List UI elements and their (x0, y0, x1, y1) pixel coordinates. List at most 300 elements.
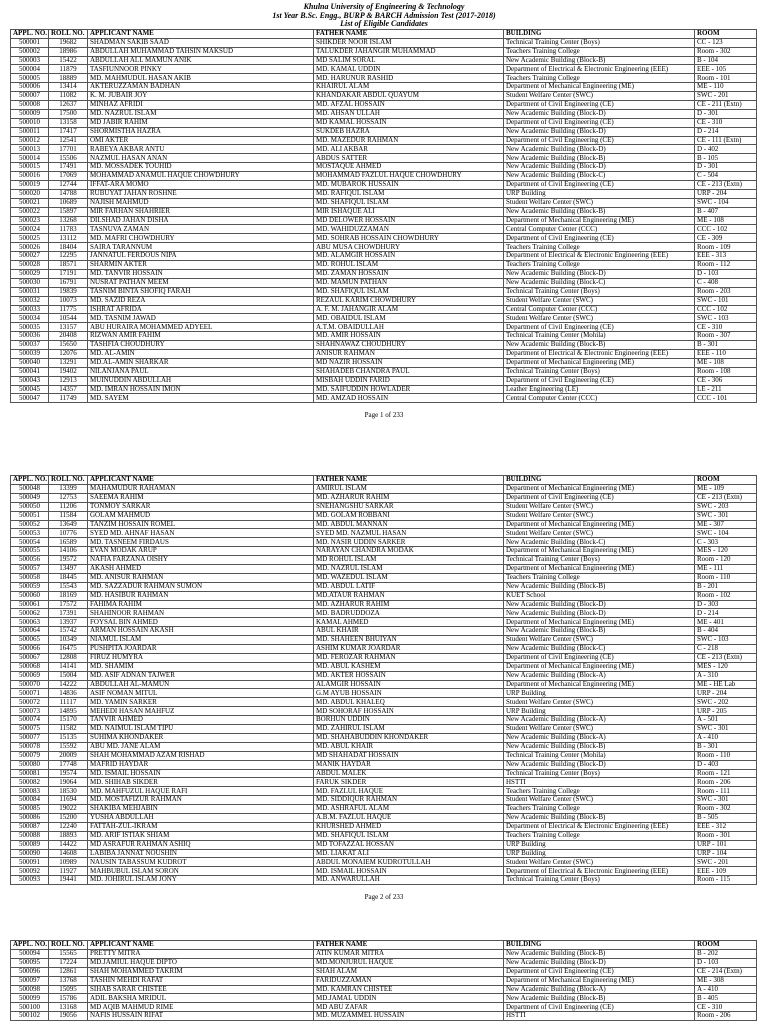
cell-room: CCC - 102 (695, 225, 757, 234)
cell-applicant-name: YUSHA ABDULLAH (88, 813, 314, 822)
cell-room: SWC - 202 (695, 698, 757, 707)
table-row (11, 565, 757, 574)
list-title: List of Eligible Candidates (340, 19, 428, 29)
cell-father-name: ABU MUSA CHOWDHURY (314, 243, 504, 252)
cell-father-name: MD. ABUL KASHEM (314, 662, 504, 671)
cell-appl-no: 500020 (11, 189, 49, 198)
cell-roll-no: 10349 (49, 636, 88, 645)
cell-father-name: MD. AFZAL HOSSAIN (314, 101, 504, 110)
cell-father-name: SHAH ALAM (314, 967, 504, 976)
cell-room: Room - 108 (695, 367, 757, 376)
column-header-roll-no: ROLL NO. (49, 476, 88, 485)
cell-room: D - 303 (695, 600, 757, 609)
cell-room: Room - 111 (695, 787, 757, 796)
cell-building: Teachers Training College (504, 74, 695, 83)
cell-father-name: MD. ALAMGIR HOSSAIN (314, 252, 504, 261)
cell-appl-no: 500090 (11, 849, 49, 858)
cell-building: Central Computer Center (CCC) (504, 305, 695, 314)
cell-roll-no: 11879 (49, 65, 88, 74)
cell-appl-no: 500093 (11, 876, 49, 885)
cell-building: Department of Civil Engineering (CE) (504, 376, 695, 385)
cell-building: New Academic Building (Block-D) (504, 600, 695, 609)
cell-father-name: AMIRUL ISLAM (314, 485, 504, 494)
table-row (11, 341, 757, 350)
cell-appl-no: 500027 (11, 252, 49, 261)
cell-room: B - 505 (695, 813, 757, 822)
cell-room: EEE - 313 (695, 252, 757, 261)
table-row (11, 591, 757, 600)
cell-building: Department of Civil Engineering (CE) (504, 136, 695, 145)
column-header-father-name: FATHER NAME (314, 476, 504, 485)
cell-building: HSTTI (504, 1012, 695, 1021)
cell-father-name: MD SALIM SORAL (314, 56, 504, 65)
cell-building: Department of Electrical & Electronic Engineering (EEE) (504, 867, 695, 876)
cell-roll-no: 18169 (49, 591, 88, 600)
cell-appl-no: 500033 (11, 305, 49, 314)
cell-applicant-name: MEHEDI HASAN MAHFUZ (88, 707, 314, 716)
table-header-row (11, 476, 757, 485)
cell-appl-no: 500043 (11, 376, 49, 385)
cell-building: Technical Training Center (Boys) (504, 367, 695, 376)
cell-roll-no: 19022 (49, 805, 88, 814)
cell-appl-no: 500025 (11, 234, 49, 243)
cell-applicant-name: MUINUDDIN ABDULLAH (88, 376, 314, 385)
cell-building: New Academic Building (Block-D) (504, 127, 695, 136)
cell-roll-no: 18530 (49, 787, 88, 796)
cell-father-name: ABDUL MONAIEM KUDROTULLAH (314, 858, 504, 867)
cell-father-name: TALUKDER JAHANGIR MUHAMMAD (314, 47, 504, 56)
cell-building: Teachers Training College (504, 47, 695, 56)
table-row (11, 529, 757, 538)
cell-father-name: KAMAL AHMED (314, 618, 504, 627)
cell-building: Department of Civil Engineering (CE) (504, 101, 695, 110)
page-3 (0, 940, 768, 1021)
cell-building: Department of Mechanical Engineering (ME) (504, 662, 695, 671)
cell-father-name: MISBAH UDDIN FARID (314, 376, 504, 385)
cell-roll-no: 11117 (49, 698, 88, 707)
cell-father-name: MANIK HAYDAR (314, 760, 504, 769)
cell-building: Technical Training Center (Boys) (504, 287, 695, 296)
cell-father-name: MD SOHORAF HOSSAIN (314, 707, 504, 716)
cell-room: CCC - 101 (695, 394, 757, 403)
cell-applicant-name: TANVIR AHMED (88, 716, 314, 725)
table-row (11, 511, 757, 520)
cell-room: D - 301 (695, 109, 757, 118)
table-row (11, 876, 757, 885)
cell-applicant-name: PUSHPITA JOARDAR (88, 645, 314, 654)
cell-applicant-name: NAZMUL HASAN ANAN (88, 154, 314, 163)
table-row (11, 118, 757, 127)
cell-roll-no: 14141 (49, 662, 88, 671)
cell-roll-no: 11694 (49, 796, 88, 805)
cell-applicant-name: TANZIM HOSSAIN ROMEL (88, 520, 314, 529)
cell-applicant-name: MD. SAYEM (88, 394, 314, 403)
cell-applicant-name: RUBUYAT JAHAN ROSHNE (88, 189, 314, 198)
cell-applicant-name: ASIF NOMAN MITUL (88, 689, 314, 698)
table-row (11, 662, 757, 671)
cell-father-name: MD. HARUNUR RASHID (314, 74, 504, 83)
cell-applicant-name: FOYSAL BIN AHMED (88, 618, 314, 627)
cell-father-name: MD. AMZAD HOSSAIN (314, 394, 504, 403)
cell-room: SWC - 301 (695, 511, 757, 520)
table-row (11, 101, 757, 110)
cell-building: Student Welfare Center (SWC) (504, 314, 695, 323)
cell-roll-no: 13112 (49, 234, 88, 243)
cell-father-name: MD SHAHADAT HOSSAIN (314, 751, 504, 760)
table-row (11, 83, 757, 92)
cell-room: Room - 112 (695, 261, 757, 270)
cell-roll-no: 15742 (49, 627, 88, 636)
cell-applicant-name: NAFIA FARZANA OISHY (88, 556, 314, 565)
cell-roll-no: 11783 (49, 225, 88, 234)
cell-applicant-name: TASNIM BINTA SHOFIQ FARAH (88, 287, 314, 296)
cell-father-name: SUKDEB HAZRA (314, 127, 504, 136)
table-row (11, 822, 757, 831)
cell-applicant-name: MIR FARHAN SHAHRIER (88, 207, 314, 216)
cell-roll-no: 12637 (49, 101, 88, 110)
cell-appl-no: 500073 (11, 707, 49, 716)
cell-roll-no: 17391 (49, 609, 88, 618)
table-row (11, 314, 757, 323)
cell-roll-no: 11582 (49, 725, 88, 734)
cell-appl-no: 500055 (11, 547, 49, 556)
cell-father-name: A.B.M. FAZLUL HAQUE (314, 813, 504, 822)
cell-applicant-name: MAHBUBUL ISLAM SORON (88, 867, 314, 876)
cell-room: CE - 310 (695, 118, 757, 127)
cell-building: Technical Training Center (Boys) (504, 769, 695, 778)
cell-father-name: MD. SHAHEEN BHUIYAN (314, 636, 504, 645)
cell-applicant-name: ABU MD. JANE ALAM (88, 742, 314, 751)
cell-applicant-name: MINHAZ AFRIDI (88, 101, 314, 110)
cell-father-name: G.M AYUB HOSSAIN (314, 689, 504, 698)
table-row (11, 950, 757, 959)
cell-building: Department of Civil Engineering (CE) (504, 234, 695, 243)
cell-appl-no: 500081 (11, 769, 49, 778)
cell-building: Teachers Training College (504, 261, 695, 270)
table-row (11, 74, 757, 83)
table-row (11, 671, 757, 680)
table-row (11, 385, 757, 394)
cell-applicant-name: ABDULLAH ALL MAMUN ANIK (88, 56, 314, 65)
cell-appl-no: 500035 (11, 323, 49, 332)
cell-building: Department of Civil Engineering (CE) (504, 181, 695, 190)
cell-roll-no: 17748 (49, 760, 88, 769)
cell-building: Student Welfare Center (SWC) (504, 502, 695, 511)
cell-room: D - 103 (695, 958, 757, 967)
table-row (11, 145, 757, 154)
cell-building: New Academic Building (Block-B) (504, 154, 695, 163)
cell-room: D - 103 (695, 269, 757, 278)
cell-room: URP - 204 (695, 689, 757, 698)
cell-applicant-name: IFFAT-ARA MOMO (88, 181, 314, 190)
cell-building: New Academic Building (Block-A) (504, 985, 695, 994)
cell-room: Room - 110 (695, 573, 757, 582)
cell-room: Room - 302 (695, 805, 757, 814)
cell-father-name: MD. AZHARUR RAHIM (314, 493, 504, 502)
cell-room: CCC - 102 (695, 305, 757, 314)
cell-appl-no: 500024 (11, 225, 49, 234)
cell-roll-no: 19441 (49, 876, 88, 885)
cell-building: Student Welfare Center (SWC) (504, 92, 695, 101)
cell-father-name: MD. AKTER HOSSAIN (314, 671, 504, 680)
cell-room: Room - 302 (695, 47, 757, 56)
table-row (11, 181, 757, 190)
candidate-table (10, 29, 757, 404)
cell-roll-no: 19574 (49, 769, 88, 778)
cell-roll-no: 12861 (49, 967, 88, 976)
cell-appl-no: 500010 (11, 118, 49, 127)
cell-room: B - 301 (695, 742, 757, 751)
cell-applicant-name: SHARMIN AKTER (88, 261, 314, 270)
cell-roll-no: 15004 (49, 671, 88, 680)
table-row (11, 485, 757, 494)
cell-building: URP Building (504, 707, 695, 716)
cell-father-name: MD TOFAZZAL HOSSAN (314, 840, 504, 849)
cell-room: SWC - 101 (695, 296, 757, 305)
cell-building: Student Welfare Center (SWC) (504, 858, 695, 867)
table-row (11, 323, 757, 332)
cell-father-name: ATIN KUMAR MITRA (314, 950, 504, 959)
cell-appl-no: 500079 (11, 751, 49, 760)
cell-room: ME - 308 (695, 976, 757, 985)
cell-appl-no: 500074 (11, 716, 49, 725)
cell-applicant-name: MD. MAHFUZUL HAQUE RAFI (88, 787, 314, 796)
cell-father-name: MOSTAQUE AHMED (314, 163, 504, 172)
cell-father-name: MD. ABDUL MANNAN (314, 520, 504, 529)
table-row (11, 332, 757, 341)
cell-applicant-name: RABEYA AKBAR ANTU (88, 145, 314, 154)
cell-building: Department of Mechanical Engineering (ME) (504, 565, 695, 574)
cell-father-name: MD. LIAKAT ALI (314, 849, 504, 858)
cell-appl-no: 500041 (11, 367, 49, 376)
cell-roll-no: 10989 (49, 858, 88, 867)
cell-roll-no: 11584 (49, 511, 88, 520)
cell-appl-no: 500004 (11, 65, 49, 74)
cell-room: Room - 102 (695, 591, 757, 600)
cell-building: Department of Electrical & Electronic Engineering (EEE) (504, 65, 695, 74)
cell-roll-no: 15170 (49, 716, 88, 725)
cell-father-name: MOHAMMAD FAZLUL HAQUE CHOWDHURY (314, 172, 504, 181)
cell-applicant-name: AKASH AHMED (88, 565, 314, 574)
cell-room: D - 214 (695, 609, 757, 618)
cell-building: Department of Civil Engineering (CE) (504, 323, 695, 332)
cell-building: URP Building (504, 840, 695, 849)
cell-building: Student Welfare Center (SWC) (504, 636, 695, 645)
cell-father-name: ABUL KHAIR (314, 627, 504, 636)
table-row (11, 707, 757, 716)
cell-building: New Academic Building (Block-A) (504, 671, 695, 680)
cell-roll-no: 14106 (49, 547, 88, 556)
cell-room: CE - 213 (Extn) (695, 181, 757, 190)
cell-room: Room - 115 (695, 876, 757, 885)
cell-roll-no: 13414 (49, 83, 88, 92)
cell-appl-no: 500052 (11, 520, 49, 529)
table-row (11, 349, 757, 358)
cell-roll-no: 15897 (49, 207, 88, 216)
table-row (11, 867, 757, 876)
cell-building: New Academic Building (Block-B) (504, 207, 695, 216)
cell-roll-no: 13497 (49, 565, 88, 574)
cell-appl-no: 500015 (11, 163, 49, 172)
cell-room: CE - 214 (Extn) (695, 967, 757, 976)
cell-building: Leather Engineering (LE) (504, 385, 695, 394)
cell-room: EEE - 110 (695, 349, 757, 358)
cell-father-name: MD. NASIR UDDIN SARKER (314, 538, 504, 547)
cell-building: New Academic Building (Block-A) (504, 716, 695, 725)
cell-appl-no: 500095 (11, 958, 49, 967)
cell-father-name: ASHIM KUMAR JOARDAR (314, 645, 504, 654)
cell-room: B - 407 (695, 207, 757, 216)
cell-appl-no: 500053 (11, 529, 49, 538)
column-header-appl-no: APPL. NO. (11, 476, 49, 485)
cell-roll-no: 15650 (49, 341, 88, 350)
cell-room: MES - 120 (695, 662, 757, 671)
cell-roll-no: 19572 (49, 556, 88, 565)
cell-father-name: BORHUN UDDIN (314, 716, 504, 725)
cell-room: A - 410 (695, 733, 757, 742)
cell-roll-no: 15543 (49, 582, 88, 591)
cell-building: Student Welfare Center (SWC) (504, 698, 695, 707)
cell-applicant-name: SHAH MOHAMMAD AZAM RISHAD (88, 751, 314, 760)
table-row (11, 243, 757, 252)
column-header-father-name: FATHER NAME (314, 941, 504, 950)
cell-roll-no: 13158 (49, 118, 88, 127)
table-row (11, 261, 757, 270)
cell-building: New Academic Building (Block-A) (504, 733, 695, 742)
cell-appl-no: 500070 (11, 680, 49, 689)
exam-title: 1st Year B.Sc. Engg., BURP & BARCH Admission Test (2017-2018) (272, 10, 496, 20)
table-row (11, 858, 757, 867)
table-row (11, 627, 757, 636)
cell-appl-no: 500062 (11, 609, 49, 618)
cell-room: URP - 204 (695, 189, 757, 198)
column-header-room: ROOM (695, 941, 757, 950)
cell-roll-no: 14222 (49, 680, 88, 689)
cell-building: Department of Electrical & Electronic Engineering (EEE) (504, 822, 695, 831)
cell-room: SWC - 203 (695, 502, 757, 511)
cell-building: Student Welfare Center (SWC) (504, 529, 695, 538)
cell-applicant-name: MD. ISMAIL HOSSAIN (88, 769, 314, 778)
cell-building: Department of Mechanical Engineering (ME) (504, 520, 695, 529)
cell-applicant-name: ABDULLAH MUHAMMAD TAHSIN MAKSUD (88, 47, 314, 56)
cell-room: ME - 307 (695, 520, 757, 529)
cell-appl-no: 500036 (11, 332, 49, 341)
cell-room: SWC - 201 (695, 858, 757, 867)
cell-father-name: KHANDAKAR ABDUL QUAYUM (314, 92, 504, 101)
cell-building: Department of Civil Engineering (CE) (504, 967, 695, 976)
cell-father-name: MD. ANWARULLAH (314, 876, 504, 885)
cell-appl-no: 500037 (11, 341, 49, 350)
cell-applicant-name: SHORMISTHA HAZRA (88, 127, 314, 136)
cell-father-name: MD. ASHRAFUL ALAM (314, 805, 504, 814)
cell-appl-no: 500029 (11, 269, 49, 278)
cell-appl-no: 500069 (11, 671, 49, 680)
cell-applicant-name: MD. NAIMUL ISLAM TIPU (88, 725, 314, 734)
cell-roll-no: 16475 (49, 645, 88, 654)
cell-room: Room - 121 (695, 769, 757, 778)
cell-roll-no: 17491 (49, 163, 88, 172)
cell-roll-no: 10776 (49, 529, 88, 538)
cell-room: B - 201 (695, 582, 757, 591)
cell-appl-no: 500014 (11, 154, 49, 163)
cell-appl-no: 500030 (11, 278, 49, 287)
table-row (11, 56, 757, 65)
cell-applicant-name: SHAHINOOR RAHMAN (88, 609, 314, 618)
cell-room: B - 301 (695, 341, 757, 350)
table-row (11, 216, 757, 225)
cell-appl-no: 500063 (11, 618, 49, 627)
table-row (11, 376, 757, 385)
cell-room: B - 404 (695, 627, 757, 636)
cell-building: New Academic Building (Block-B) (504, 742, 695, 751)
cell-father-name: A. F. M. JAHANGIR ALAM (314, 305, 504, 314)
cell-father-name: MD. NAZRUL ISLAM (314, 565, 504, 574)
cell-father-name: MD. KAMAL UDDIN (314, 65, 504, 74)
cell-appl-no: 500086 (11, 813, 49, 822)
column-header-applicant-name: APPLICANT NAME (88, 941, 314, 950)
cell-room: ME - 401 (695, 618, 757, 627)
table-row (11, 367, 757, 376)
cell-applicant-name: MD AQIB MAHMUD RIME (88, 1003, 314, 1012)
table-row (11, 680, 757, 689)
column-header-applicant-name: APPLICANT NAME (88, 29, 314, 38)
table-row (11, 252, 757, 261)
cell-appl-no: 500075 (11, 725, 49, 734)
table-row (11, 645, 757, 654)
table-row (11, 725, 757, 734)
table-row (11, 269, 757, 278)
page-1 (0, 3, 768, 419)
cell-room: CE - 213 (Extn) (695, 653, 757, 662)
cell-building: New Academic Building (Block-D) (504, 958, 695, 967)
cell-roll-no: 13268 (49, 216, 88, 225)
cell-appl-no: 500085 (11, 805, 49, 814)
cell-roll-no: 17500 (49, 109, 88, 118)
cell-appl-no: 500072 (11, 698, 49, 707)
cell-appl-no: 500016 (11, 172, 49, 181)
cell-building: URP Building (504, 689, 695, 698)
cell-applicant-name: MD. HASIBUR RAHMAN (88, 591, 314, 600)
page-footer: Page 1 of 233 (364, 411, 404, 420)
cell-father-name: MD KAMAL HOSSAIN (314, 118, 504, 127)
table-row (11, 733, 757, 742)
cell-father-name: MD. SHAFIQUL ISLAM (314, 287, 504, 296)
cell-applicant-name: MD ASRAFUR RAHMAN ASHIQ (88, 840, 314, 849)
cell-applicant-name: MD. SAZID REZA (88, 296, 314, 305)
cell-room: MES - 120 (695, 547, 757, 556)
table-row (11, 751, 757, 760)
cell-father-name: MD. AHSAN ULLAH (314, 109, 504, 118)
cell-building: Department of Civil Engineering (CE) (504, 1003, 695, 1012)
cell-room: URP - 104 (695, 849, 757, 858)
cell-roll-no: 17191 (49, 269, 88, 278)
cell-building: Central Computer Center (CCC) (504, 225, 695, 234)
cell-father-name: MD. SHAFIQUL ISLAM (314, 198, 504, 207)
table-header-row (11, 941, 757, 950)
cell-roll-no: 19402 (49, 367, 88, 376)
page-footer: Page 2 of 233 (364, 893, 404, 902)
cell-room: Room - 109 (695, 243, 757, 252)
cell-appl-no: 500003 (11, 56, 49, 65)
cell-father-name: MD. ZAMAN HOSSAIN (314, 269, 504, 278)
cell-father-name: SYED MD. NAZMUL HASAN (314, 529, 504, 538)
cell-applicant-name: ADIL BAKSHA MRIDUL (88, 994, 314, 1003)
cell-room: URP - 101 (695, 840, 757, 849)
cell-building: New Academic Building (Block-B) (504, 341, 695, 350)
cell-building: Department of Civil Engineering (CE) (504, 118, 695, 127)
cell-applicant-name: TONMOY SARKAR (88, 502, 314, 511)
column-header-building: BUILDING (504, 476, 695, 485)
